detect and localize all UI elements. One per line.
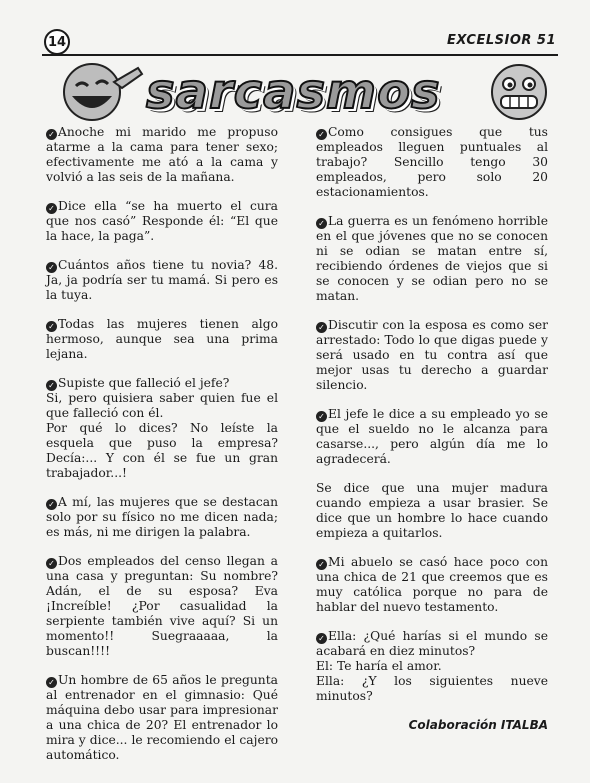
bullet-icon: ✓ xyxy=(46,321,57,332)
header-rule xyxy=(42,54,558,56)
credit-line: Colaboración ITALBA xyxy=(408,718,548,732)
bullet-icon: ✓ xyxy=(46,558,57,569)
bullet-icon: ✓ xyxy=(316,322,327,333)
laughing-face-icon xyxy=(56,60,146,122)
banner-title: sarcasmos xyxy=(146,64,441,120)
bullet-icon: ✓ xyxy=(316,633,327,644)
bullet-icon: ✓ xyxy=(316,129,327,140)
bullet-icon: ✓ xyxy=(316,218,327,229)
joke-item: ✓ Todas las mujeres tienen algo hermoso, aunque sea una prima lejana. xyxy=(46,317,278,361)
bullet-icon: ✓ xyxy=(316,559,327,570)
joke-item: ✓ Dos empleados del censo llegan a una casa y preguntan: Su nombre? Adán, el de su esposa? Eva ¡Increíble! ¿Por casualidad la serpiente también vive aquí? Si un momento!! Suegraaaaa, la buscan!!!! xyxy=(46,554,278,658)
joke-item: ✓ Como consigues que tus empleados lleguen puntuales al trabajo? Sencillo tengo 30 empleados, pero solo 20 estacionamientos. xyxy=(316,125,548,199)
joke-item: ✓ Discutir con la esposa es como ser arrestado: Todo lo que digas puede y será usado en tu contra así que mejor usas tu derecho a guardar silencio. xyxy=(316,318,548,392)
bullet-icon: ✓ xyxy=(316,411,327,422)
left-column xyxy=(46,125,278,777)
bullet-icon: ✓ xyxy=(46,262,57,273)
title-banner xyxy=(50,60,555,122)
joke-item: ✓ Anoche mi marido me propuso atarme a la cama para tener sexo; efectivamente me ató a la cama y volvió a las seis de la mañana. xyxy=(46,125,278,184)
joke-item: ✓ La guerra es un fenómeno horrible en el que jóvenes que no se conocen ni se odian se matan entre sí, recibiendo órdenes de viejos que si se conocen y se odian pero no se matan. xyxy=(316,214,548,303)
magazine-name: EXCELSIOR 51 xyxy=(446,33,556,48)
joke-item: ✓ Dice ella “se ha muerto el cura que nos casó” Responde él: “El que la hace, la paga”. xyxy=(46,199,278,243)
right-column xyxy=(316,125,548,732)
page-number: 14 xyxy=(44,29,70,55)
joke-item: ✓ Ella: ¿Qué harías si el mundo se acabará en diez minutos? El: Te haría el amor. Ella: ¿Y los siguientes nueve minutos? xyxy=(316,629,548,703)
grinning-face-icon xyxy=(485,62,553,122)
bullet-icon: ✓ xyxy=(46,129,57,140)
joke-item: ✓ A mí, las mujeres que se destacan solo por su físico no me dicen nada; es más, ni me dirigen la palabra. xyxy=(46,495,278,539)
joke-item: ✓ Un hombre de 65 años le pregunta al entrenador en el gimnasio: Qué máquina debo usar para impresionar a una chica de 20? El entrenador lo mira y dice... le recomiendo el cajero automático. xyxy=(46,673,278,762)
joke-item: ✓ Mi abuelo se casó hace poco con una chica de 21 que creemos que es muy católica porque no para de hablar del nuevo testamento. xyxy=(316,555,548,614)
joke-item-plain: Se dice que una mujer madura cuando empieza a usar brasier. Se dice que un hombre lo hace cuando empieza a quitarlos. xyxy=(316,481,548,540)
joke-item: ✓ Supiste que falleció el jefe? Si, pero quisiera saber quien fue el que falleció con él. Por qué lo dices? No leíste la esquela que puso la empresa? Decía:... Y con él se fue un gran trabajador...! xyxy=(46,376,278,480)
joke-item: ✓ El jefe le dice a su empleado yo se que el sueldo no le alcanza para casarse..., pero algún día me lo agradecerá. xyxy=(316,407,548,466)
joke-item: ✓ Cuántos años tiene tu novia? 48. Ja, ja podría ser tu mamá. Si pero es la tuya. xyxy=(46,258,278,302)
bullet-icon: ✓ xyxy=(46,677,57,688)
bullet-icon: ✓ xyxy=(46,380,57,391)
bullet-icon: ✓ xyxy=(46,499,57,510)
bullet-icon: ✓ xyxy=(46,203,57,214)
